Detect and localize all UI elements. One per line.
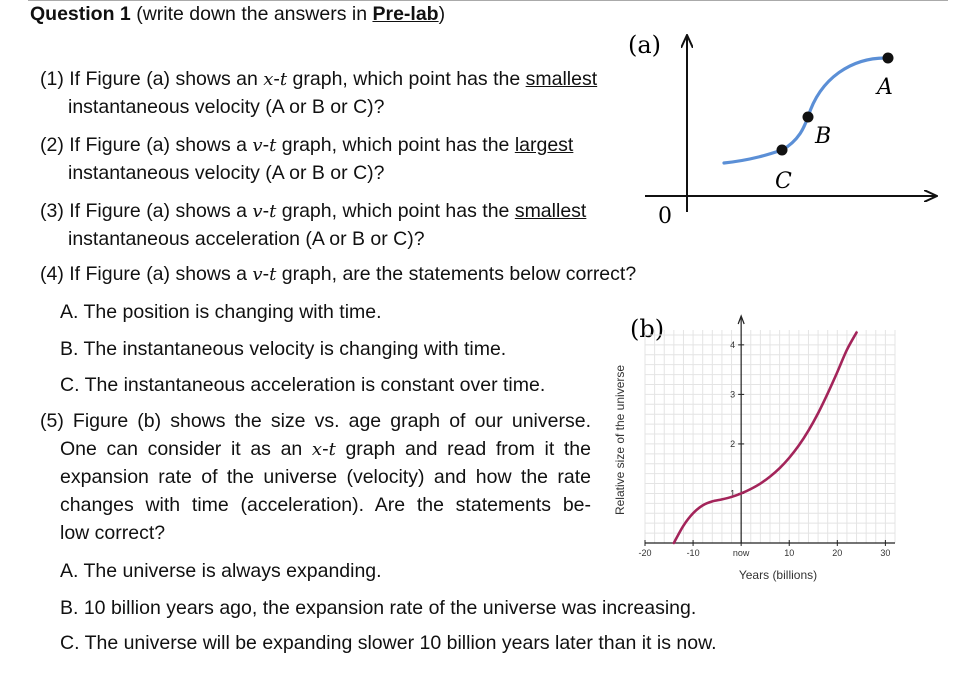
y-tick-label: 2 — [730, 438, 736, 449]
y-tick-label: 1 — [730, 488, 736, 499]
q3-text-post: graph, which point has the — [276, 200, 515, 222]
figure-b-label: (b) — [630, 315, 665, 343]
q2-var-t: t — [269, 135, 277, 156]
q4-var-v: v — [252, 264, 263, 285]
q4-dash: - — [262, 263, 270, 285]
x-tick-label: -10 — [686, 548, 700, 558]
q4-statement-a: A. The position is changing with time. — [60, 301, 382, 323]
chart-ticks — [638, 340, 890, 558]
x-tick-label: now — [732, 548, 750, 558]
chart-x-axis-label: Years (billions) — [738, 568, 818, 582]
question-title-bold: Question 1 — [30, 3, 131, 25]
q5-text-post: graph and read from it the — [335, 438, 591, 460]
q1-var-x: x — [263, 69, 274, 90]
q3-line2: instantaneous acceleration (A or B or C)? — [68, 228, 425, 250]
q5-line5: low correct? — [60, 522, 166, 544]
q1-text: (1) If Figure (a) shows an — [40, 68, 264, 90]
point-a-label: A — [877, 75, 893, 100]
q5-line4: changes with time (acceleration). Are the statements be- — [60, 494, 591, 516]
q1-var-t: t — [279, 69, 288, 90]
q5-var-t: t — [328, 439, 336, 460]
q4-text: (4) If Figure (a) shows a — [40, 263, 253, 285]
q2-keyword: largest — [514, 134, 574, 156]
q5-statement-c: C. The universe will be expanding slower 10 billion years later than it is now. — [60, 632, 717, 654]
y-tick-label: 3 — [730, 389, 736, 400]
q1-dash: - — [273, 68, 280, 90]
q5-text: One can consider it as an — [60, 438, 312, 460]
y-tick-label: 4 — [730, 339, 736, 350]
q1-keyword: smallest — [525, 68, 598, 90]
chart-series — [674, 332, 857, 543]
x-tick-label: 10 — [784, 548, 795, 558]
point-b-label: B — [815, 124, 832, 149]
figure-a-label: (a) — [628, 31, 662, 59]
q5-var-x: x — [311, 439, 323, 460]
q4-statement-c: C. The instantaneous acceleration is constant over time. — [60, 374, 546, 396]
chart-y-axis-label: Relative size of the universe — [613, 364, 627, 516]
q3-var-t: t — [269, 201, 277, 222]
prelab-link: Pre-lab — [372, 3, 439, 25]
q3-keyword: smallest — [514, 200, 587, 222]
x-tick-label: 20 — [832, 548, 843, 558]
figure-a-origin-label: 0 — [658, 204, 672, 229]
x-tick-label: 30 — [880, 548, 891, 558]
q3-var-v: v — [252, 201, 263, 222]
q3-text: (3) If Figure (a) shows a — [40, 200, 253, 222]
question-title-end: ) — [438, 3, 446, 25]
chart-grid — [645, 330, 895, 543]
q3-dash: - — [262, 200, 270, 222]
series-line-size — [674, 332, 857, 543]
q2-text-post: graph, which point has the — [276, 134, 515, 156]
q2-line2: instantaneous velocity (A or B or C)? — [68, 162, 385, 184]
q1-line2: instantaneous velocity (A or B or C)? — [68, 96, 385, 118]
q4-text-post: graph, are the statements below correct? — [276, 263, 637, 285]
q2-dash: - — [262, 134, 270, 156]
point-c-label: C — [775, 169, 792, 194]
q1-text-post: graph, which point has the — [287, 68, 526, 90]
q4-var-t: t — [269, 264, 277, 285]
q5-dash: - — [322, 438, 329, 460]
q5-line1: (5) Figure (b) shows the size vs. age graph of our universe. — [40, 410, 591, 432]
q2-var-v: v — [252, 135, 263, 156]
q5-statement-a: A. The universe is always expanding. — [60, 560, 382, 582]
question-title-rest: (write down the answers in — [130, 3, 373, 25]
q5-line3: expansion rate of the universe (velocity) and how the rate — [60, 466, 591, 488]
x-tick-label: -20 — [638, 548, 652, 558]
q4-statement-b: B. The instantaneous velocity is changing with time. — [60, 338, 507, 360]
q5-statement-b: B. 10 billion years ago, the expansion rate of the universe was increasing. — [60, 597, 697, 619]
q2-text: (2) If Figure (a) shows a — [40, 134, 253, 156]
